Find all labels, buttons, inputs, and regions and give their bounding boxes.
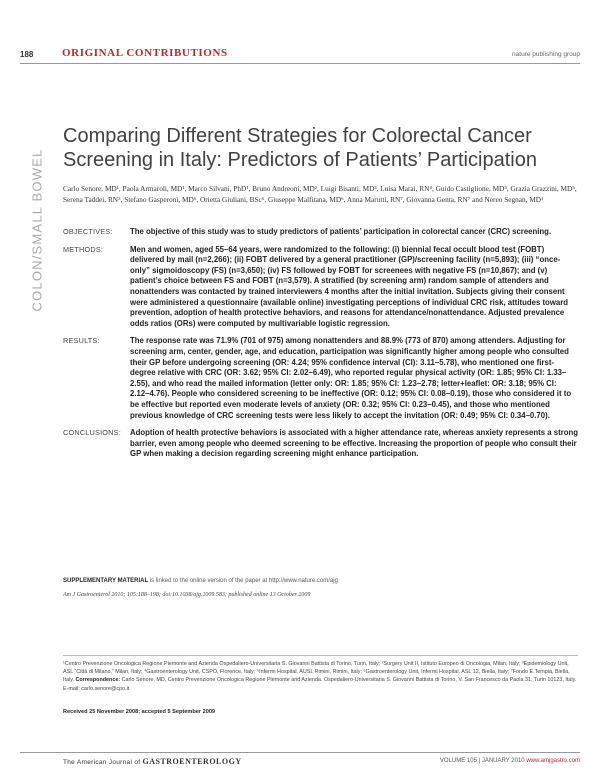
side-category-label [30, 122, 44, 337]
affiliations [63, 660, 578, 693]
abstract-objectives [63, 227, 578, 238]
volume-issue: VOLUME 105 | JANUARY 2010 [439, 758, 525, 764]
abstract-results [63, 336, 578, 421]
conclusions-text: Adoption of health protective behaviors is associated with a higher attendance rate, whereas anxiety represents a strong barrier, even among people who deemed screening to be effective. Increasing the proportion of people who consult their GP when making a decision regarding screening might enhance participation. [130, 428, 579, 459]
affiliation-rule [63, 655, 578, 656]
abstract [63, 227, 578, 467]
publisher-name: nature publishing group [512, 51, 580, 58]
journal-url[interactable]: www.amjgastro.com [526, 758, 580, 764]
supplementary-note [63, 577, 578, 586]
footer-volume [440, 758, 580, 764]
author-list: Carlo Senore, MD¹, Paola Armaroli, MD¹, Marco Silvani, PhD¹, Bruno Andreoni, MD², Luigi Bisanti, MD³, Luisa Marai, RN⁴, Guido Castiglione, MD⁵, Grazia Grazzini, MD⁵, Serena Taddei, RN⁵, Stefano Gasperoni, MD⁶, Orietta Giuliani, BSc⁶, Giuseppe Malfitana, MD⁶, Anna Marutti, RN⁷, Giovanna Genta, RN⁷ and Nereo Segnan, MD¹ [63, 184, 577, 204]
journal-name [63, 757, 242, 766]
article-title: Comparing Different Strategies for Colorectal Cancer Screening in Italy: Predictors of Patients’ Participation [63, 125, 537, 171]
supplementary-label: SUPPLEMENTARY MATERIAL [63, 578, 149, 584]
received-dates: Received 25 November 2008; accepted 5 September 2009 [63, 709, 216, 715]
correspondence-label: Correspondence: [75, 677, 121, 684]
side-category-text: COLON/SMALL BOWEL [29, 148, 45, 311]
affiliation-list: ¹Centro Prevenzione Oncologica Regione Piemonte and Azienda Ospedaliero-Universitaria S. Giovanni Battista di Torino, Turin, Italy; ²Surgery Unit II, Istituto Europeo di Oncologia, Milan, Italy; ³Epidemiology Unit, ASL “Città di Milano,” Milan, Italy; ⁴Gastroenterology Unit, CSPO, Florence, Italy; ⁵Infermi Hospital, AUSL Rimini, Rimini, Italy; ⁶Gastroenterology Unit, Infermi Hospital, ASL 12, Biella, Italy; ⁷Fondo E.Tempia, Biella, Italy. [63, 661, 570, 684]
methods-text: Men and women, aged 55–64 years, were randomized to the following: (i) biennial fecal occult blood test (FOBT) delivered by mail (n=2,266); (ii) FOBT delivered by a general practitioner (GP)/screening facility (n=5,893); (iii) “once-only” sigmoidoscopy (FS) (n=3,650); (iv) FS followed by FOBT for screenees with negative FS (n=10,867); and (v) patient’s choice between FS and FOBT (n=3,579). A stratified (by screening arm) random sample of attenders and nonattenders was contacted by trained interviewers 4 months after the initial invitation. Subjects giving their consent were administered a questionnaire (available online) investigating perceptions of individual CRC risk, attitudes toward prevention, adoption of health protective behaviors, and reasons for attendance/nonattendance. Adjusted prevalence odds ratios (ORs) were computed by multivariable logistic regression. [130, 244, 569, 328]
abstract-conclusions [63, 428, 578, 460]
journal-title: GASTROENTEROLOGY [142, 757, 242, 766]
methods-label: METHODS: [63, 244, 104, 254]
page-number: 188 [20, 50, 34, 59]
results-text: The response rate was 71.9% (701 of 975) among nonattenders and 88.9% (773 of 870) among attenders. Adjusting for screening arm, center, gender, age, and education, participation was significantly higher among people who consulted their GP before undergoing screening (OR: 4.24; 95% confidence interval (CI): 3.11–5.78), who mentioned one first-degree relative with CRC (OR: 3.62; 95% CI: 2.02–6.49), who reported regular physical activity (OR: 1.85; 95% CI: 1.33–2.55), and who read the mailed information (letter only: OR: 1.85; 95% CI: 1.23–2.78; letter+leaflet: OR: 3.18; 95% CI: 2.12–4.76). People who considered screening to be ineffective (OR: 0.12; 95% CI: 0.08–0.19), those who considered it to be effective but reported even moderate levels of anxiety (OR: 0.32; 95% CI: 0.23–0.45), and those who mentioned previous knowledge of CRC screening tests were less likely to accept the invitation (OR: 0.49; 95% CI: 0.34–0.70). [130, 336, 572, 420]
abstract-methods [63, 245, 578, 330]
results-label: RESULTS: [63, 336, 100, 346]
citation-line: Am J Gastroenterol 2010; 105:188–198; doi:10.1038/ajg.2009.583; published online 13 October 2009 [63, 592, 311, 598]
conclusions-label: CONCLUSIONS: [63, 428, 121, 438]
correspondence-text: Carlo Senore, MD, Centro Prevenzione Oncologica Regione Piemonte and Azienda. Ospedaliero-Universitaria S. Giovanni Battista di Torino, V. San Francesco da Paola 31, Turin 10123, Italy. E-mail: carlo.senore@cpo.it [63, 677, 577, 692]
journal-prefix: The American Journal of [63, 759, 141, 766]
header-rule [20, 63, 580, 64]
footer-rule [20, 752, 580, 753]
section-heading: ORIGINAL CONTRIBUTIONS [62, 47, 228, 59]
objectives-text: The objective of this study was to study predictors of patients’ participation in colorectal cancer (CRC) screening. [130, 227, 552, 236]
objectives-label: OBJECTIVES: [63, 227, 113, 236]
supplementary-link[interactable]: is linked to the online version of the paper at http://www.nature.com/ajg [149, 578, 338, 584]
